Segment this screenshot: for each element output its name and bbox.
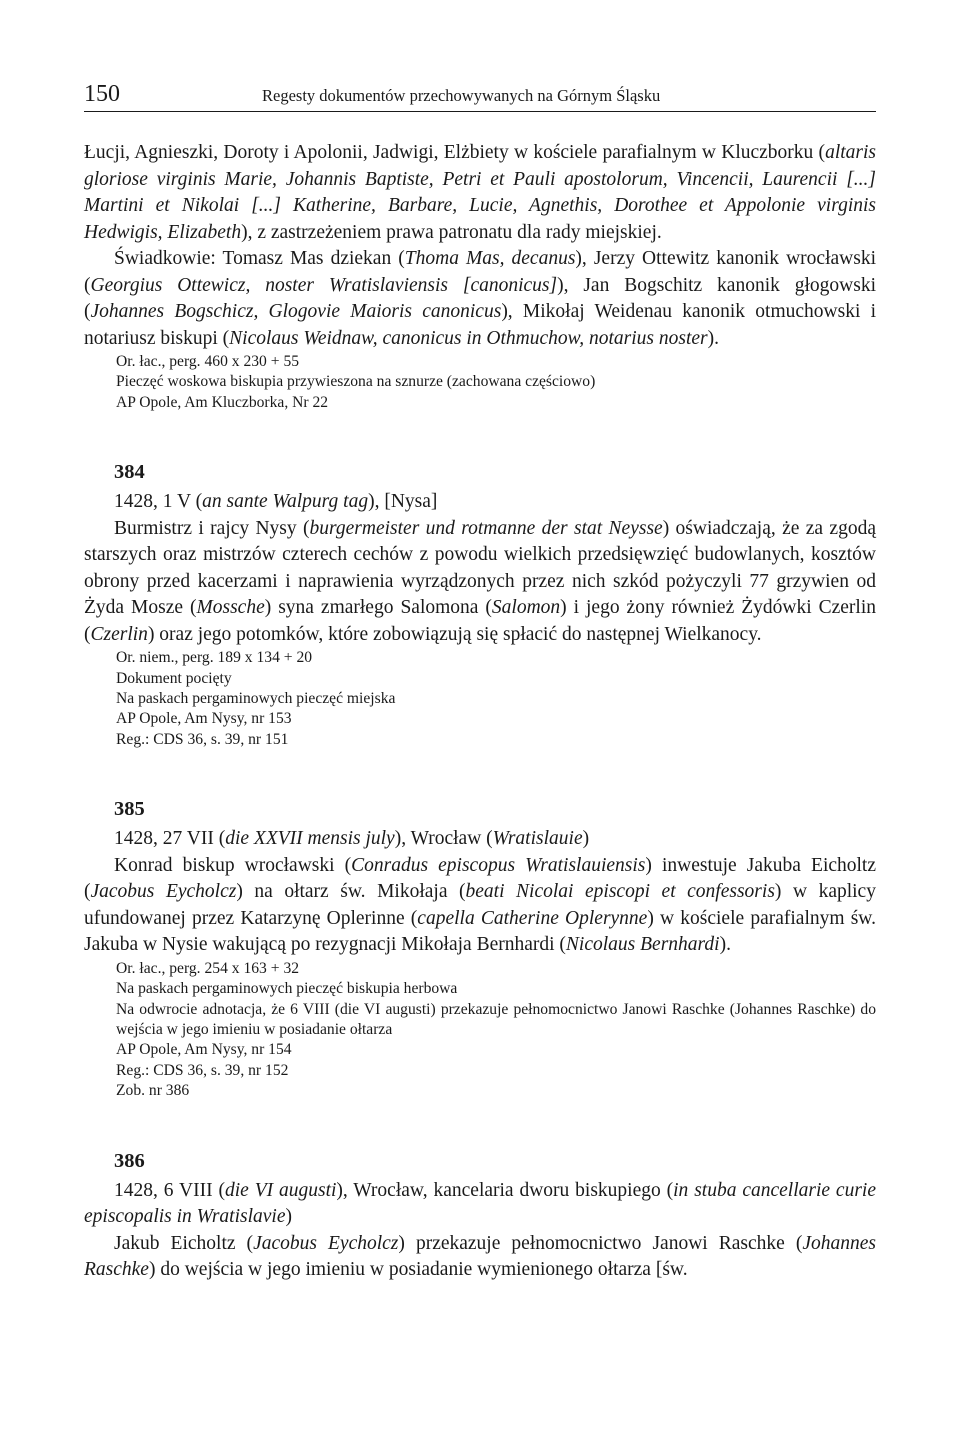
- latin-quote: in stuba cancellarie curie episcopalis in Wratislavie: [84, 1179, 876, 1228]
- archival-note: Na odwrocie adnotacja, że 6 VIII (die VI augusti) przekazuje pełnomocnictwo Janowi Raschke (Johannes Raschke) do wejścia w jego imieniu w posiadanie ołtarza: [116, 1000, 876, 1038]
- entry-384: [84, 459, 876, 750]
- latin-quote: altaris gloriose virginis Marie, Johannis Baptiste, Petri et Pauli apostolorum, Vincencii, Laurencii [...] Martini et Nikolai [...] Katherine, Barbare, Lucie, Agnethis, Dorothee et Appolonie virginis Hedwigis, Elizabeth: [84, 142, 876, 243]
- entry-date-line: 1428, 27 VII (die XXVII mensis july), Wrocław (Wratislauie): [114, 828, 590, 850]
- witnesses-text: Świadkowie: Tomasz Mas dziekan (Thoma Mas, decanus), Jerzy Ottewitz kanonik wrocławski (Georgius Ottewicz, noster Wratislaviensis [canonicus]), Jan Bogschitz kanonik głogowski (Johannes Bogschicz, Glogovie Maioris canonicus), Mikołaj Weidenau kanonik otmuchowski i notariusz biskupi (Nicolaus Weidnaw, canonicus in Othmuchow, notarius noster).: [84, 248, 877, 349]
- entry-number: 386: [114, 1149, 145, 1172]
- latin-quote: Salomon: [491, 597, 561, 619]
- latin-quote: Conradus episcopus Wratislauiensis: [351, 854, 646, 876]
- latin-quote: an sante Walpurg tag: [202, 491, 369, 513]
- running-title: Regesty dokumentów przechowywanych na Górnym Śląsku: [262, 86, 661, 105]
- archival-note: Na paskach pergaminowych pieczęć biskupia herbowa: [116, 980, 458, 998]
- archival-note: Or. niem., perg. 189 x 134 + 20: [116, 649, 313, 667]
- entry-385: [84, 796, 876, 1101]
- header-rule: [84, 111, 876, 112]
- latin-quote: die XXVII mensis july: [225, 828, 395, 850]
- entry-number: 384: [114, 461, 145, 484]
- latin-quote: Nicolaus Bernhardi: [565, 934, 720, 956]
- regest-text: Jakub Eicholtz (Jacobus Eycholcz) przekazuje pełnomocnictwo Janowi Raschke (Johannes Raschke) do wejścia w jego imieniu w posiadanie wymienionego ołtarza [św.: [84, 1232, 876, 1281]
- page-body: [84, 140, 876, 1284]
- latin-quote: burgermeister und rotmanne der stat Neysse: [309, 517, 663, 539]
- latin-quote: Mossche: [196, 597, 265, 619]
- latin-quote: Johannes Bogschicz, Glogovie Maioris canonicus: [90, 301, 502, 322]
- latin-quote: die VI augusti: [224, 1179, 337, 1201]
- latin-quote: Jacobus Eycholcz: [90, 881, 237, 903]
- latin-quote: Johannes Raschke: [84, 1232, 876, 1281]
- entry-386: [84, 1148, 876, 1284]
- regest-text: Burmistrz i rajcy Nysy (burgermeister und rotmanne der stat Neysse) oświadczają, że za zgodą starszych oraz mistrzów czterech cechów z powodu wielkich przedsięwzięć budowlanych, kosztów obrony przed kacerzami i naprawienia wyrządzonych przez nich szkód pożyczyli 77 grzywien od Żyda Mosze (Mossche) syna zmarłego Salomona (Salomon) i jego żony również Żydówki Czerlin (Czerlin) oraz jego potomków, które zobowiązują się spłacić do następnej Wielkanocy.: [84, 517, 876, 645]
- archival-note: AP Opole, Am Kluczborka, Nr 22: [116, 393, 329, 411]
- latin-quote: beati Nicolai episcopi et confessoris: [465, 881, 775, 903]
- archival-note: Or. łac., perg. 460 x 230 + 55: [116, 353, 300, 370]
- archival-note: Reg.: CDS 36, s. 39, nr 151: [116, 730, 289, 748]
- cross-reference: Zob. nr 386: [116, 1082, 190, 1100]
- archival-note: Dokument pocięty: [116, 669, 232, 687]
- archival-note: Na paskach pergaminowych pieczęć miejska: [116, 690, 396, 708]
- latin-quote: Thoma Mas, decanus: [404, 248, 576, 269]
- page-number: 150: [84, 81, 120, 107]
- latin-quote: capella Catherine Oplerynne: [417, 907, 648, 929]
- archival-note: AP Opole, Am Nysy, nr 153: [116, 710, 292, 728]
- page-header: [84, 80, 876, 114]
- entry-date-line: 1428, 1 V (an sante Walpurg tag), [Nysa]: [114, 491, 438, 513]
- continued-entry: [84, 140, 876, 413]
- archival-note: Pieczęć woskowa biskupia przywieszona na sznurze (zachowana częściowo): [116, 373, 596, 391]
- latin-quote: Wratislauie: [492, 828, 583, 850]
- document-page: [84, 0, 876, 1452]
- entry-number: 385: [114, 798, 145, 821]
- archival-note: AP Opole, Am Nysy, nr 154: [116, 1041, 292, 1059]
- regest-text: Konrad biskup wrocławski (Conradus episcopus Wratislauiensis) inwestuje Jakuba Eicholtz (Jacobus Eycholcz) na ołtarz św. Mikołaja (beati Nicolai episcopi et confessoris) w kaplicy ufundowanej przez Katarzynę Oplerinne (capella Catherine Oplerynne) w kościele parafialnym św. Jakuba w Nysie wakującą po rezygnacji Mikołaja Bernhardi (Nicolaus Bernhardi).: [84, 854, 877, 956]
- latin-quote: Jacobus Eycholcz: [253, 1232, 399, 1254]
- latin-quote: Czerlin: [90, 623, 148, 645]
- entry-date-line: 1428, 6 VIII (die VI augusti), Wrocław, kancelaria dworu biskupiego (in stuba cancellarie curie episcopalis in Wratislavie): [84, 1179, 876, 1228]
- archival-note: Or. łac., perg. 254 x 163 + 32: [116, 959, 300, 977]
- latin-quote: Nicolaus Weidnaw, canonicus in Othmuchow, notarius noster: [229, 327, 708, 349]
- archival-note: Reg.: CDS 36, s. 39, nr 152: [116, 1061, 289, 1079]
- regest-text: Łucji, Agnieszki, Doroty i Apolonii, Jadwigi, Elżbiety w kościele parafialnym w Kluczborku (altaris gloriose virginis Marie, Johannis Baptiste, Petri et Pauli apostolorum, Vincencii, Laurencii [...] Martini et Nikolai [...] Katherine, Barbare, Lucie, Agnethis, Dorothee et Appolonie virginis Hedwigis, Elizabeth), z zastrzeżeniem prawa patronatu dla rady miejskiej.: [84, 142, 876, 243]
- latin-quote: Georgius Ottewicz, noster Wratislaviensis [canonicus]: [90, 274, 558, 296]
